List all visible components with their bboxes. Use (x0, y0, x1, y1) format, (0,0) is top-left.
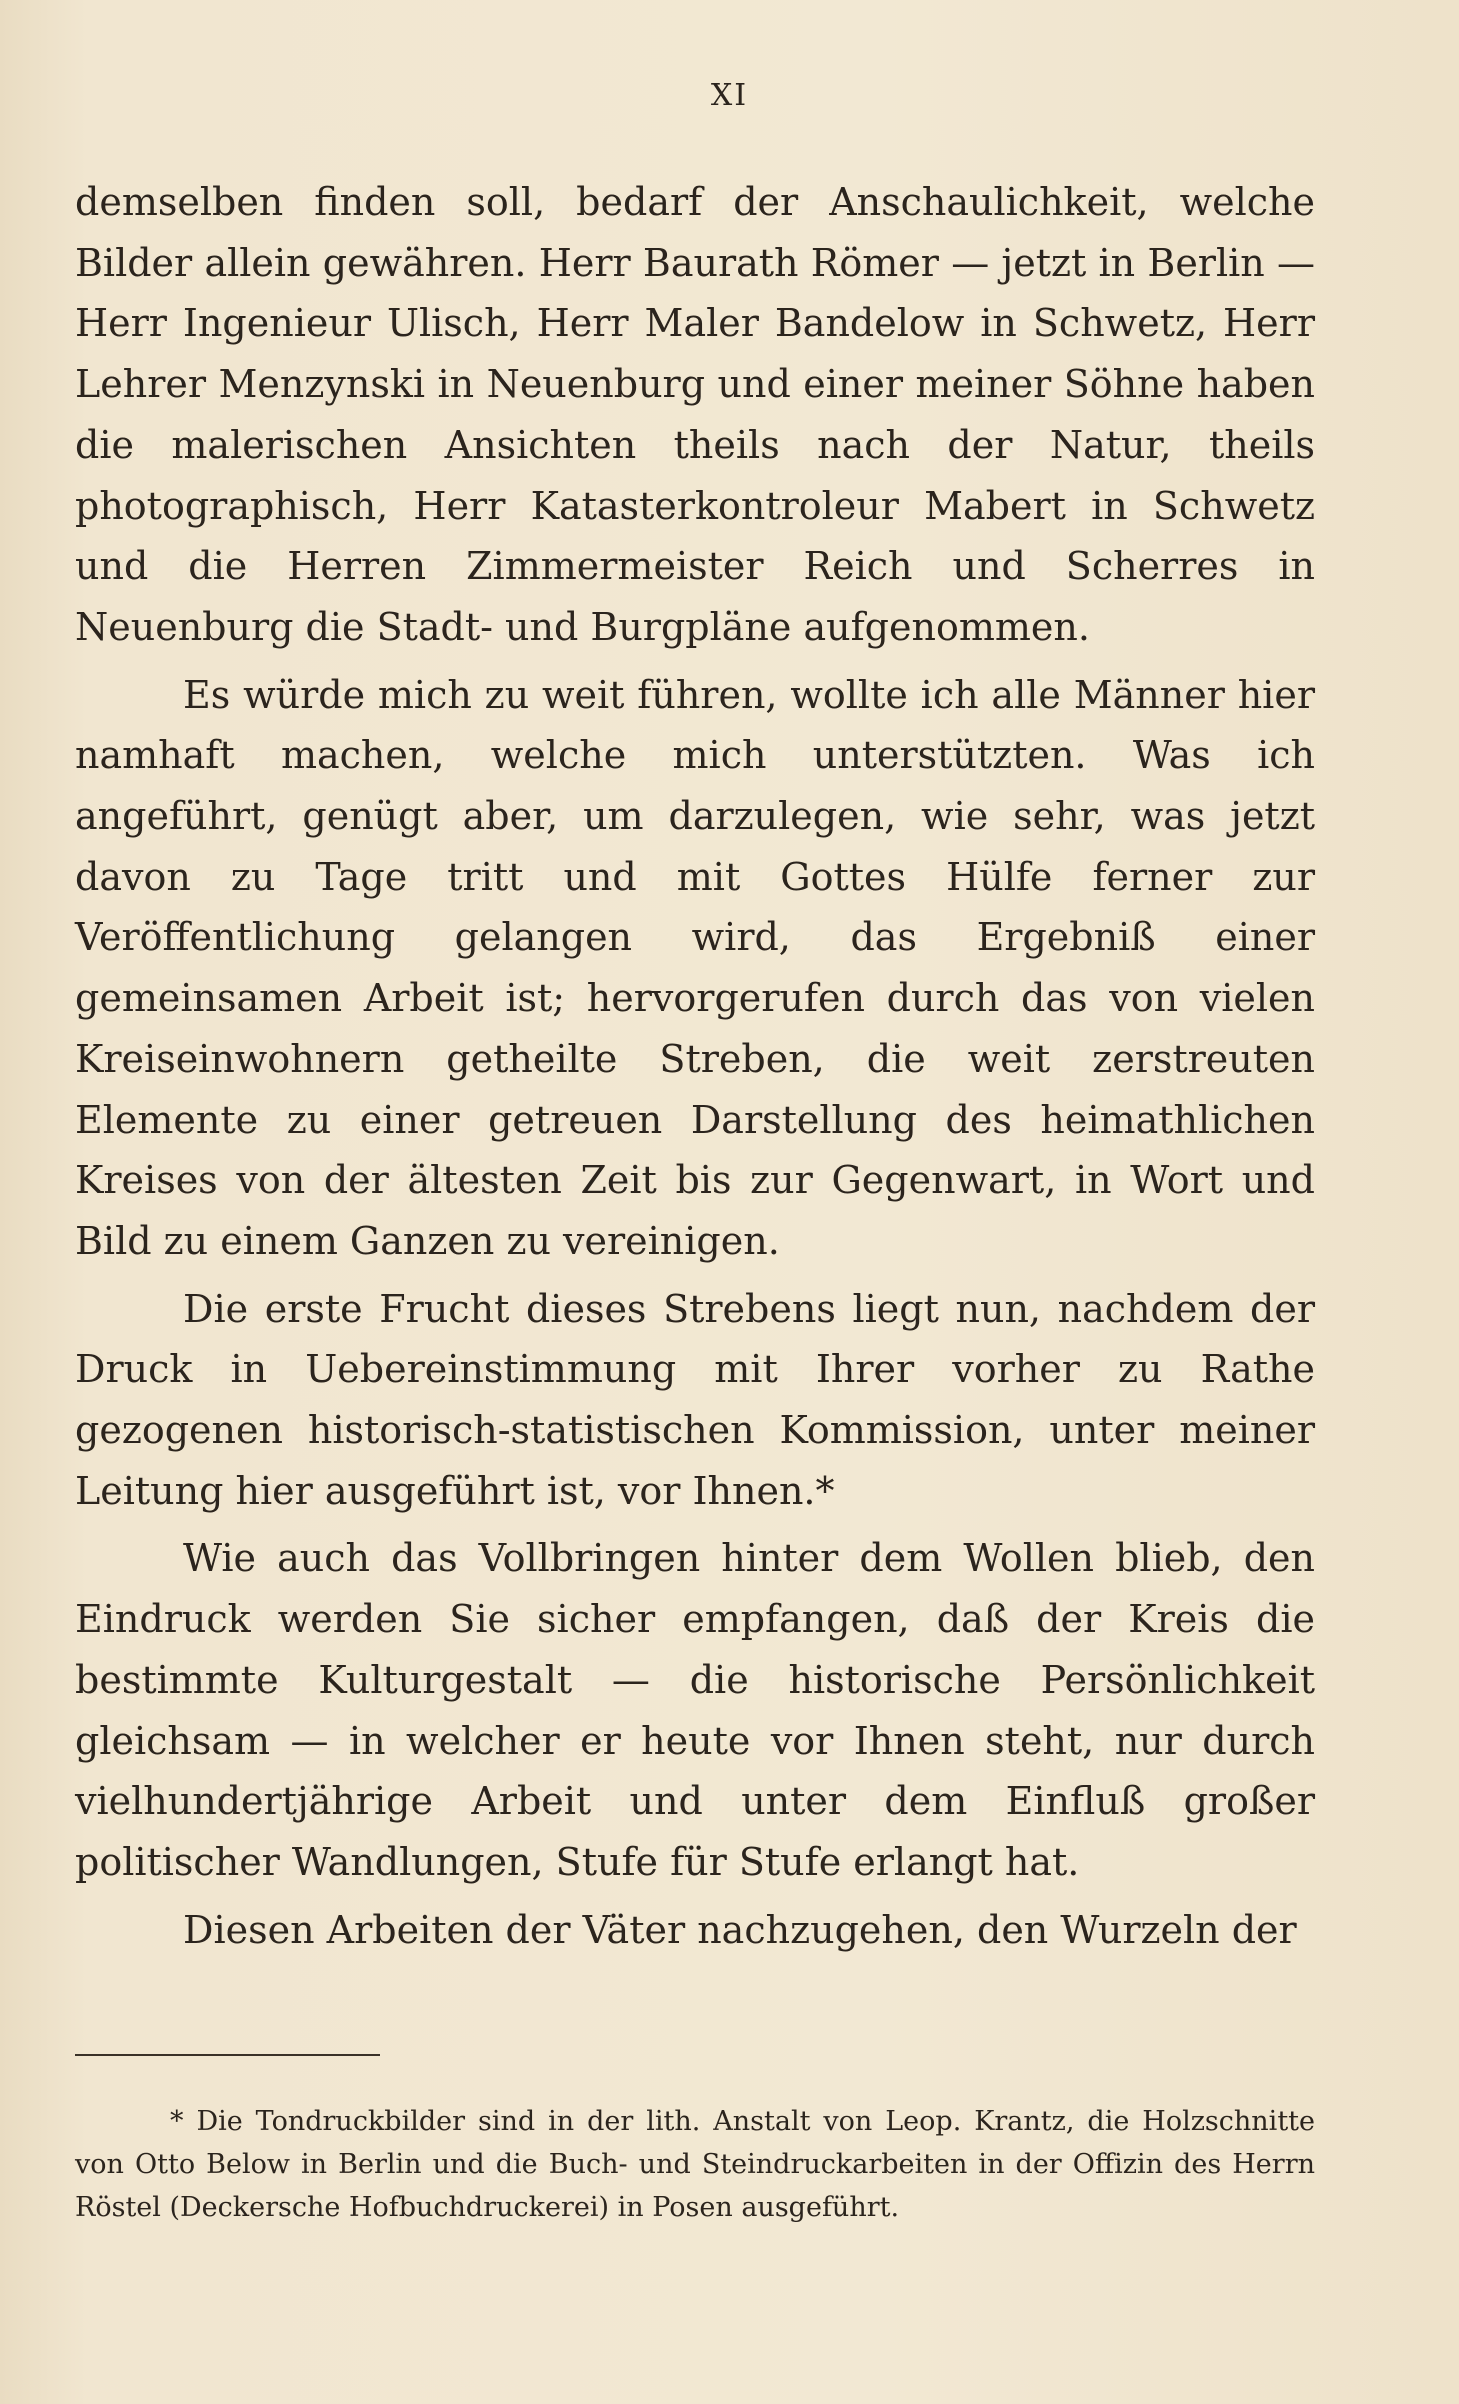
body-text (75, 172, 1315, 1960)
footnote: * Die Tondruckbilder sind in der lith. Anstalt von Leop. Krantz, die Holzschnitte von Otto Below in Berlin und die Buch- und Steindruckarbeiten in der Offizin des Herrn Röstel (Deckersche Hofbuchdruckerei) in Posen ausgeführt. (75, 2106, 1315, 2223)
paragraph-5: Diesen Arbeiten der Väter nachzugehen, den Wurzeln der (183, 1907, 1297, 1952)
footnote-divider (75, 2054, 380, 2056)
paragraph-4: Wie auch das Vollbringen hinter dem Wollen blieb, den Eindruck werden Sie sicher empfangen, daß der Kreis die bestimmte Kulturgestalt — die historische Persönlichkeit gleichsam — in welcher er heute vor Ihnen steht, nur durch vielhundertjährige Arbeit und unter dem Einfluß großer politischer Wandlungen, Stufe für Stufe erlangt hat. (75, 1536, 1315, 1884)
paragraph-1: demselben finden soll, bedarf der Anschaulichkeit, welche Bilder allein gewähren. Herr Baurath Römer — jetzt in Berlin — Herr Ingenieur Ulisch, Herr Maler Bandelow in Schwetz, Herr Lehrer Menzynski in Neuenburg und einer meiner Söhne haben die malerischen Ansichten theils nach der Natur, theils photographisch, Herr Katasterkontroleur Mabert in Schwetz und die Herren Zimmermeister Reich und Scherres in Neuenburg die Stadt- und Burgpläne aufgenommen. (75, 180, 1315, 649)
paragraph-3: Die erste Frucht dieses Strebens liegt nun, nachdem der Druck in Uebereinstimmung mit Ihrer vorher zu Rathe gezogenen historisch-statistischen Kommission, unter meiner Leitung hier ausgeführt ist, vor Ihnen.* (75, 1286, 1315, 1513)
page-number: XI (710, 78, 749, 113)
paragraph-2: Es würde mich zu weit führen, wollte ich alle Männer hier namhaft machen, welche mich unterstützten. Was ich angeführt, genügt aber, um darzulegen, wie sehr, was jetzt davon zu Tage tritt und mit Gottes Hülfe ferner zur Veröffentlichung gelangen wird, das Ergebniß einer gemeinsamen Arbeit ist; hervorgerufen durch das von vielen Kreiseinwohnern getheilte Streben, die weit zerstreuten Elemente zu einer getreuen Darstellung des heimathlichen Kreises von der ältesten Zeit bis zur Gegenwart, in Wort und Bild zu einem Ganzen zu vereinigen. (75, 672, 1315, 1263)
